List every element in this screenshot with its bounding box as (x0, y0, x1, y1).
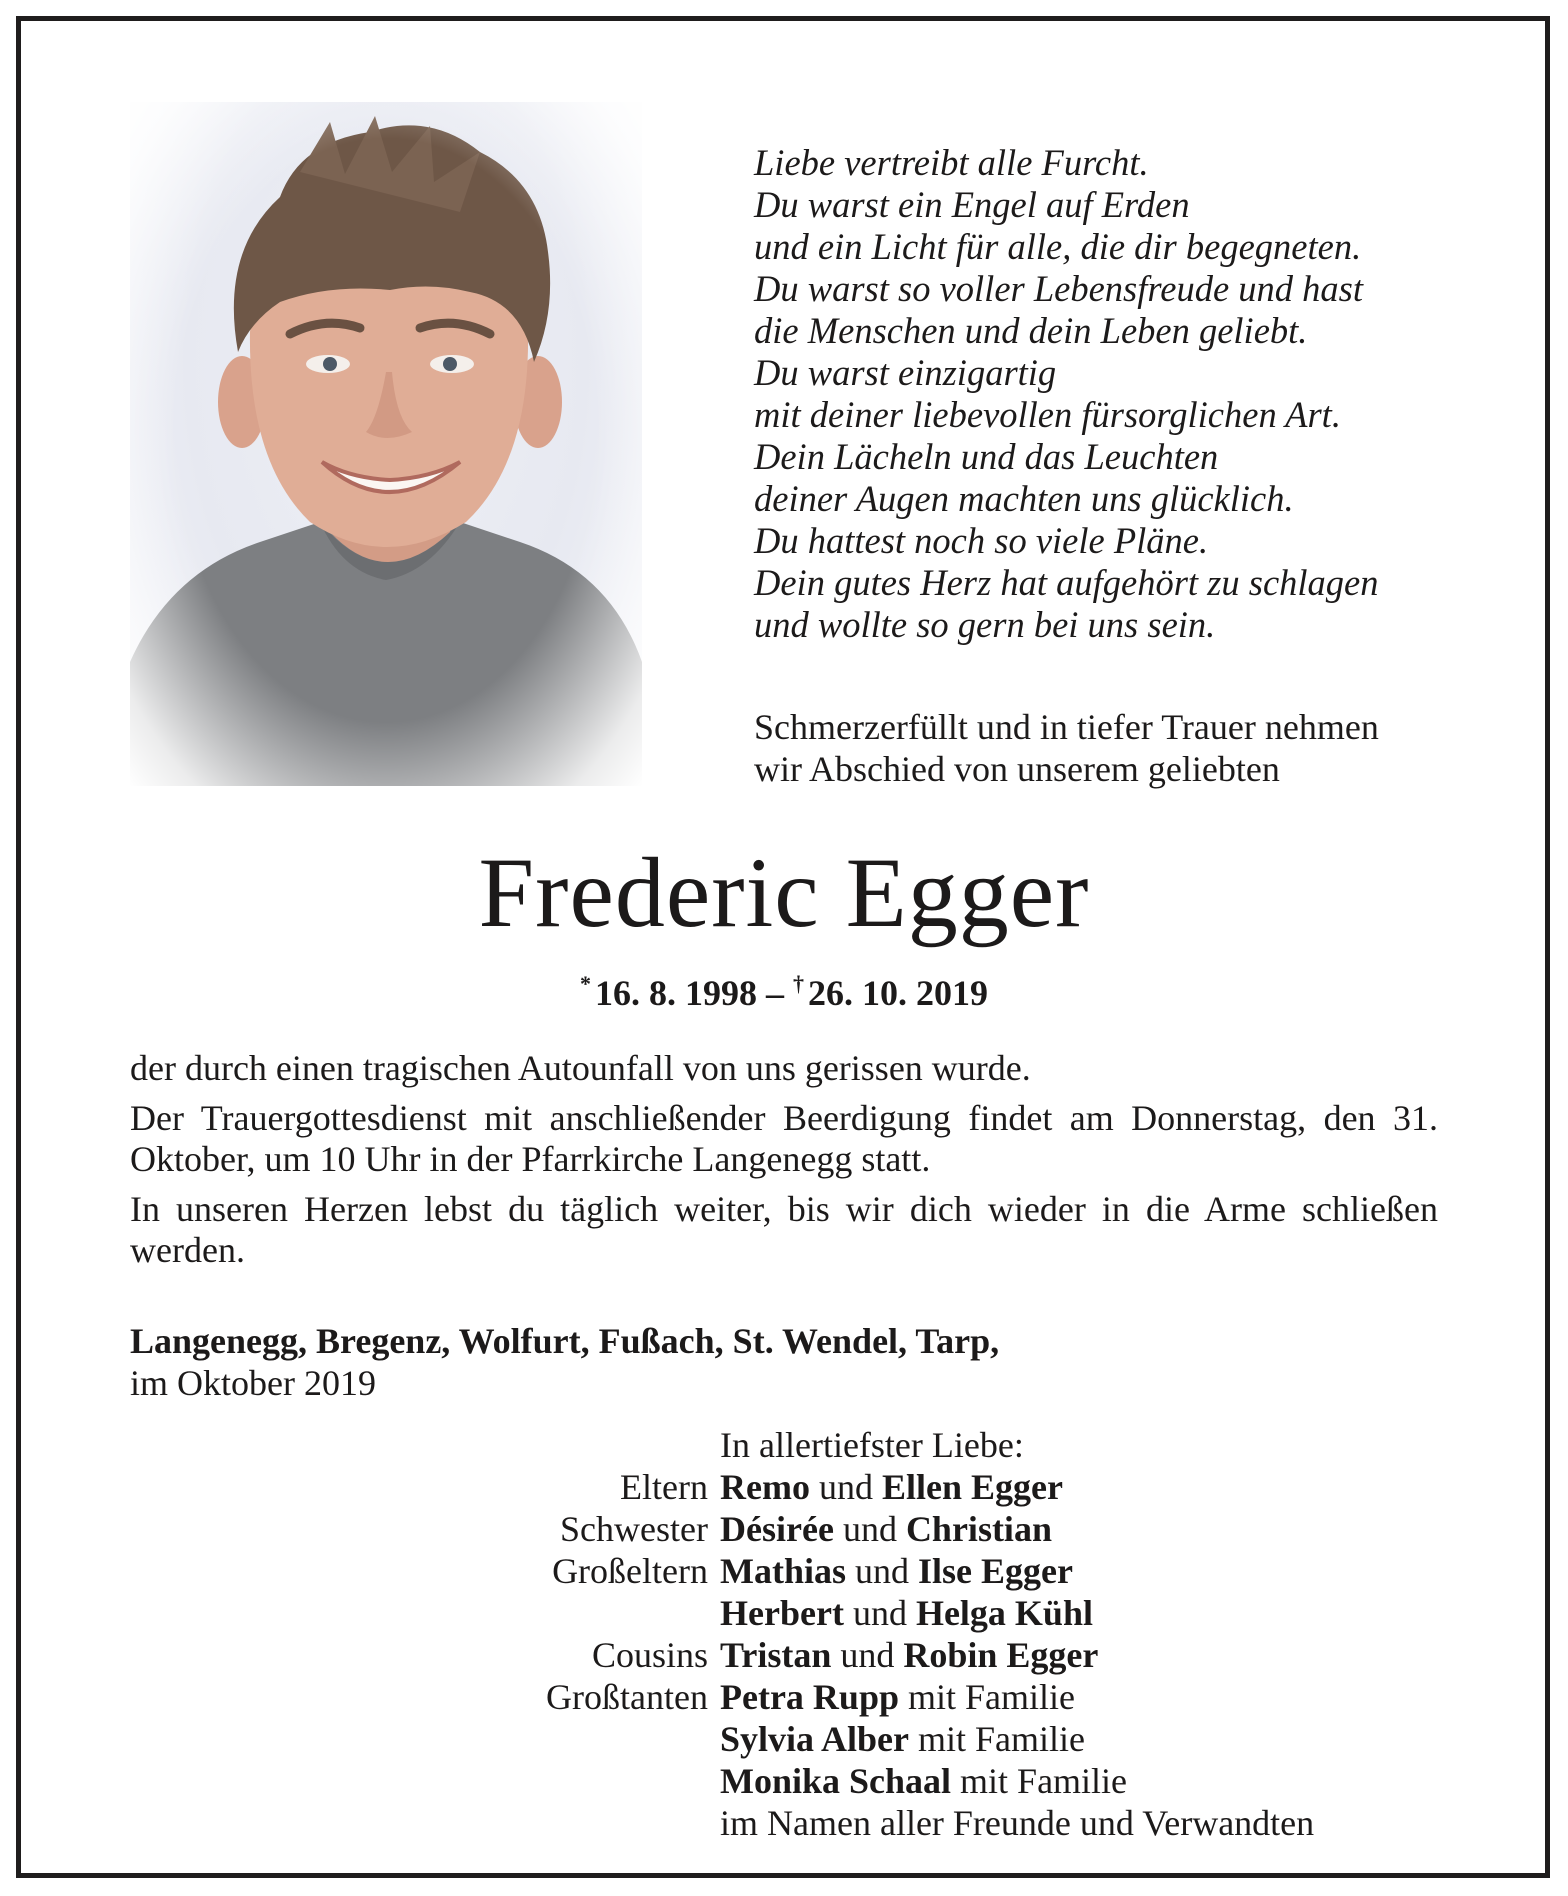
poem-line: Du warst einzigartig (754, 352, 1057, 393)
with-family: mit Familie (960, 1761, 1128, 1801)
conjunction: und (842, 1509, 897, 1549)
intro-line: Schmerzerfüllt und in tiefer Trauer nehmen (754, 707, 1379, 747)
mourner-name: Ilse Egger (918, 1551, 1073, 1591)
mourner-role: Großeltern (552, 1551, 708, 1591)
conjunction: und (818, 1467, 873, 1507)
conjunction: und (852, 1593, 907, 1633)
poem (754, 142, 1514, 646)
remembrance-paragraph: In unseren Herzen lebst du täglich weiter, bis wir dich wieder in die Arme schließen werden. (130, 1189, 1438, 1270)
mourners-closing-row (0, 1802, 1568, 1844)
cause-paragraph: der durch einen tragischen Autounfall von uns gerissen wurde. (130, 1048, 1031, 1088)
mourner-role: Eltern (620, 1467, 708, 1507)
death-date: 26. 10. 2019 (808, 973, 988, 1013)
mourner-name: Désirée (720, 1509, 834, 1549)
poem-line: Liebe vertreibt alle Furcht. (754, 142, 1149, 183)
mourner-name: Mathias (720, 1551, 846, 1591)
mourner-name: Petra Rupp (720, 1677, 899, 1717)
mourner-role: Schwester (560, 1509, 708, 1549)
poem-line: die Menschen und dein Leben geliebt. (754, 310, 1308, 351)
notice-body (130, 1048, 1438, 1280)
deceased-name: Frederic Egger (478, 837, 1090, 948)
mourners-closing: im Namen aller Freunde und Verwandten (720, 1803, 1315, 1843)
mourner-row (0, 1676, 1568, 1718)
life-dates (0, 962, 1568, 1015)
poem-line: Du hattest noch so viele Pläne. (754, 520, 1209, 561)
funeral-paragraph: Der Trauergottesdienst mit anschließender Beerdigung findet am Donnerstag, den 31. Oktober, um 10 Uhr in der Pfarrkirche Langenegg statt. (130, 1098, 1438, 1179)
poem-line: und wollte so gern bei uns sein. (754, 604, 1216, 645)
mourner-name: Monika Schaal (720, 1761, 952, 1801)
mourner-name: Christian (905, 1509, 1052, 1549)
poem-line: Du warst ein Engel auf Erden (754, 184, 1190, 225)
conjunction: und (855, 1551, 909, 1591)
mourner-row (0, 1550, 1568, 1592)
death-symbol: † (793, 971, 804, 996)
mourners-heading: In allertiefster Liebe: (720, 1425, 1024, 1465)
birth-date: 16. 8. 1998 (595, 973, 757, 1013)
mourner-name: Helga Kühl (915, 1593, 1093, 1633)
birth-symbol: * (580, 971, 591, 996)
mourner-row (0, 1718, 1568, 1760)
mourner-row (0, 1634, 1568, 1676)
farewell-intro (754, 706, 1534, 790)
poem-line: deiner Augen machten uns glücklich. (754, 478, 1294, 519)
mourner-name: Tristan (720, 1635, 832, 1675)
mourner-name: Herbert (720, 1593, 844, 1633)
notice-date: im Oktober 2019 (130, 1363, 376, 1403)
poem-line: und ein Licht für alle, die dir begegneten. (754, 226, 1362, 267)
poem-line: Du warst so voller Lebensfreude und hast (754, 268, 1363, 309)
poem-line: Dein gutes Herz hat aufgehört zu schlagen (754, 562, 1379, 603)
mourner-row (0, 1592, 1568, 1634)
mourner-row (0, 1466, 1568, 1508)
with-family: mit Familie (908, 1677, 1075, 1717)
poem-line: mit deiner liebevollen fürsorglichen Art. (754, 394, 1341, 435)
conjunction: und (840, 1635, 895, 1675)
mourner-name: Sylvia Alber (720, 1719, 910, 1759)
photo-vignette (130, 102, 642, 786)
mourner-row (0, 1508, 1568, 1550)
intro-line: wir Abschied von unserem geliebten (754, 749, 1280, 789)
with-family: mit Familie (918, 1719, 1086, 1759)
date-separator: – (766, 973, 784, 1013)
mourner-row (0, 1760, 1568, 1802)
poem-line: Dein Lächeln und das Leuchten (754, 436, 1219, 477)
portrait-photo (130, 102, 642, 786)
mourner-name: Ellen Egger (881, 1467, 1063, 1507)
mourner-name: Remo (720, 1467, 810, 1507)
mourner-role: Großtanten (546, 1677, 708, 1717)
mourner-name: Robin Egger (903, 1635, 1099, 1675)
place-and-date (130, 1320, 1430, 1404)
places-list: Langenegg, Bregenz, Wolfurt, Fußach, St. Wendel, Tarp, (130, 1321, 1000, 1361)
mourner-role: Cousins (591, 1635, 708, 1675)
